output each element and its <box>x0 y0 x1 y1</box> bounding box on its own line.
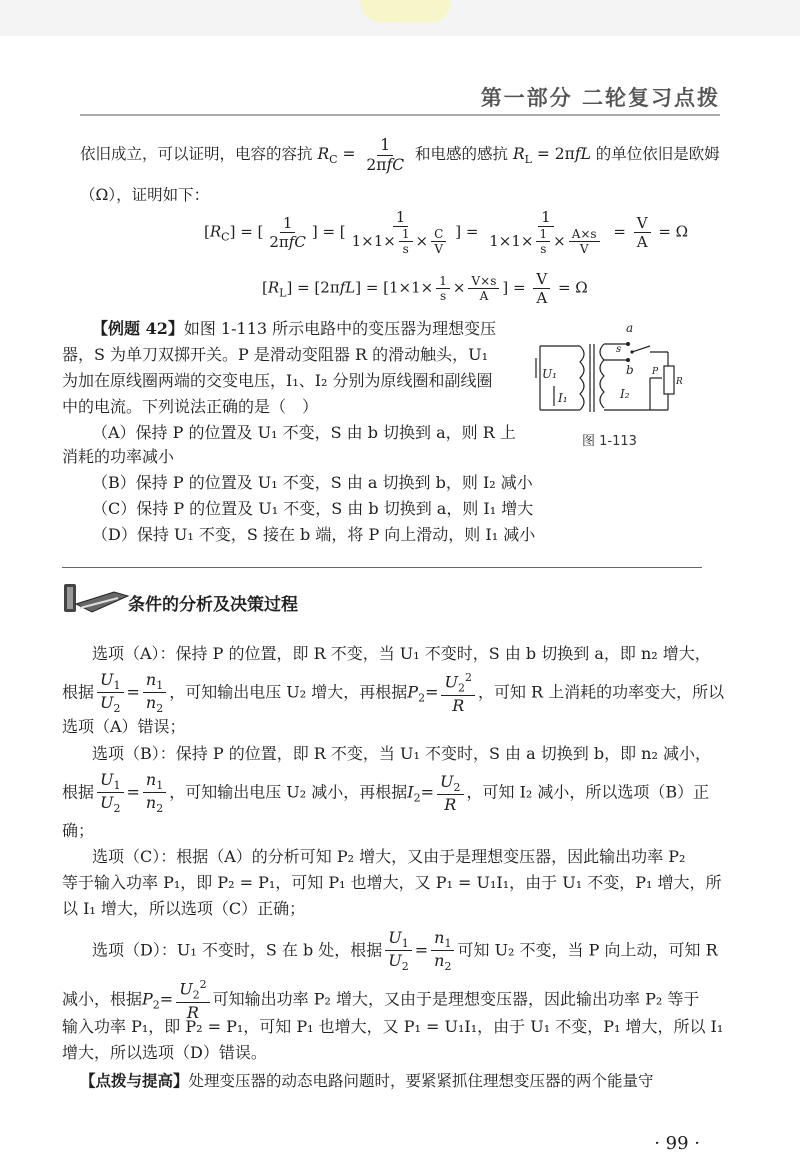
label-r: R <box>676 377 683 387</box>
tip-line <box>80 1070 654 1092</box>
option-d: （D）保持 U₁ 不变，S 接在 b 端，将 P 向上滑动，则 I₁ 减小 <box>92 525 536 544</box>
inductance-unit-equation: $[R_L] = [2\pi fL] = [1\times 1\times$ $\frac{1}{s}$ × $\frac{V\times s}{A}$ ] = $\frac{V}{A}$ = Ω <box>262 270 588 307</box>
analysis-c-line-3: 以 I₁ 增大，所以选项（C）正确； <box>62 899 306 918</box>
page-number: · 99 · <box>654 1133 700 1154</box>
analysis-a-pre: 根据 <box>62 682 95 702</box>
intro-line-1 <box>80 136 720 174</box>
figure-caption: 图 1-113 <box>582 434 637 449</box>
example-label: 【例题 42】 <box>92 319 184 338</box>
example-text-1: 如图 1-113 所示电路中的变压器为理想变压 <box>183 319 497 338</box>
analysis-d-line-1: 选项（D）：U₁ 不变时，S 在 b 处，根据 $\frac{U_1}{U_2}$ = $\frac{n_1}{n_2}$ 可知 U₂ 不变，当 P 向上动，可知 R <box>92 928 718 974</box>
option-a-line-2: 消耗的功率减小 <box>62 447 175 466</box>
option-b: （B）保持 P 的位置及 U₁ 不变，S 由 a 切换到 b，则 I₂ 减小 <box>92 473 533 492</box>
analysis-d-line-4: 增大，所以选项（D）错误。 <box>62 1043 267 1062</box>
tip-label: 【点拨与提高】 <box>80 1071 189 1090</box>
analysis-a-line-2: 根据 $\frac{U_1}{U_2}$ = $\frac{n_1}{n_2}$ ，可知输出电压 U₂ 增大，再根据$P_2=$ $\frac{U_2^2}{R}$ ，可知 R 上消耗的功率变大，所以 <box>62 670 725 716</box>
intro-text-a: 依旧成立，可以证明，电容的容抗 <box>80 145 313 164</box>
analysis-c-line-1: 选项（C）：根据（A）的分析可知 P₂ 增大，又由于是理想变压器，因此输出功率 P₂ <box>92 847 686 866</box>
transformer-circuit-figure <box>528 318 708 418</box>
analysis-b-mid: ，可知输出电压 U₂ 减小，再根据 <box>169 782 408 802</box>
example-line-1 <box>92 318 496 340</box>
analysis-b-line-2: 根据 $\frac{U_1}{U_2}$ = $\frac{n_1}{n_2}$ ，可知输出电压 U₂ 减小，再根据$I_2=$ $\frac{U_2}{R}$ ，可知 I₂ 减小，所以选项（B）正 <box>62 770 710 816</box>
intro-text-b: 和电感的感抗 <box>415 145 509 164</box>
section-header-title: 第一部分 二轮复习点拨 <box>480 86 720 110</box>
label-i1: I₁ <box>558 391 568 405</box>
section-title: 条件的分析及决策过程 <box>128 595 298 615</box>
label-s: s <box>616 344 622 355</box>
analysis-b-line-3: 确； <box>62 821 95 840</box>
intro-text-c: 的单位依旧是欧姆 <box>595 145 720 164</box>
capacitance-unit-equation: $[R_C]$ = [ $\frac{1}{\text{2πfC}}$ ] = [ 1 1×1× $\frac{1}{s}$ × $\frac{C}{V}$ ] = 1 1×1× $\frac{1}{s}$ × $\frac{A\times s}{V}$ = $\frac{V}{A}$ = Ω <box>204 208 689 257</box>
example-line-3: 为加在原线圈两端的交变电压，I₁、I₂ 分别为原线圈和副线圈 <box>62 371 493 390</box>
label-i2: I₂ <box>620 387 630 401</box>
option-c: （C）保持 P 的位置及 U₁ 不变，S 由 b 切换到 a，则 I₁ 增大 <box>92 499 534 518</box>
analysis-a-line-1: 选项（A）：保持 P 的位置，即 R 不变，当 U₁ 不变时，S 由 b 切换到 a，即 n₂ 增大， <box>92 644 711 663</box>
example-line-2: 器，S 为单刀双掷开关。P 是滑动变阻器 R 的滑动触头，U₁ <box>62 345 489 364</box>
analysis-d-line-2: 减小，根据$P_2=$ $\frac{U_2^2}{R}$ 可知输出功率 P₂ 增大，又由于是理想变压器，因此输出功率 P₂ 等于 <box>62 978 700 1022</box>
example-line-4: 中的电流。下列说法正确的是（ ） <box>62 397 319 416</box>
analysis-d-post: 可知 U₂ 不变，当 P 向上动，可知 R <box>457 940 718 960</box>
tip-text: 处理变压器的动态电路问题时，要紧紧抓住理想变压器的两个能量守 <box>188 1072 654 1090</box>
analysis-d2-pre: 减小，根据 <box>62 989 143 1009</box>
analysis-d2-post: 可知输出功率 P₂ 增大，又由于是理想变压器，因此输出功率 P₂ 等于 <box>212 989 700 1009</box>
analysis-b-post: ，可知 I₂ 减小，所以选项（B）正 <box>466 782 710 802</box>
inductive-reactance-formula: $R_L = 2\pi fL$ <box>512 145 591 167</box>
analysis-c-line-2: 等于输入功率 P₁，即 P₂ = P₁，可知 P₁ 也增大，又 P₁ = U₁I₁，由于 U₁ 不变，P₁ 增大，所 <box>62 873 722 892</box>
option-a-line-1: （A）保持 P 的位置及 U₁ 不变，S 由 b 切换到 a，则 R 上 <box>92 423 516 442</box>
analysis-a-post: ，可知 R 上消耗的功率变大，所以 <box>477 682 725 702</box>
analysis-b-pre: 根据 <box>62 782 95 802</box>
analysis-d-pre: 选项（D）：U₁ 不变时，S 在 b 处，根据 <box>92 940 383 960</box>
label-u1: U₁ <box>542 367 557 381</box>
analysis-b-line-1: 选项（B）：保持 P 的位置，即 R 不变，当 U₁ 不变时，S 由 a 切换到 b，即 n₂ 减小， <box>92 744 711 763</box>
book-pen-icon <box>62 578 130 618</box>
label-p: P <box>652 367 659 377</box>
header-rule <box>80 114 720 116</box>
label-a: a <box>626 321 634 335</box>
analysis-a-mid: ，可知输出电压 U₂ 增大，再根据 <box>169 682 408 702</box>
capacitive-reactance-formula: $R_C$ = $\frac{1}{\text{2πfC}}$ <box>317 136 405 174</box>
intro-line-2: （Ω），证明如下： <box>80 186 210 204</box>
section-divider <box>62 567 702 568</box>
analysis-d-line-3: 输入功率 P₁，即 P₂ = P₁，可知 P₁ 也增大，又 P₁ = U₁I₁，由于 U₁ 不变，P₁ 增大，所以 I₁ <box>62 1017 724 1036</box>
label-b: b <box>626 363 634 377</box>
analysis-a-line-3: 选项（A）错误； <box>62 717 186 736</box>
header-ornament <box>360 0 450 22</box>
